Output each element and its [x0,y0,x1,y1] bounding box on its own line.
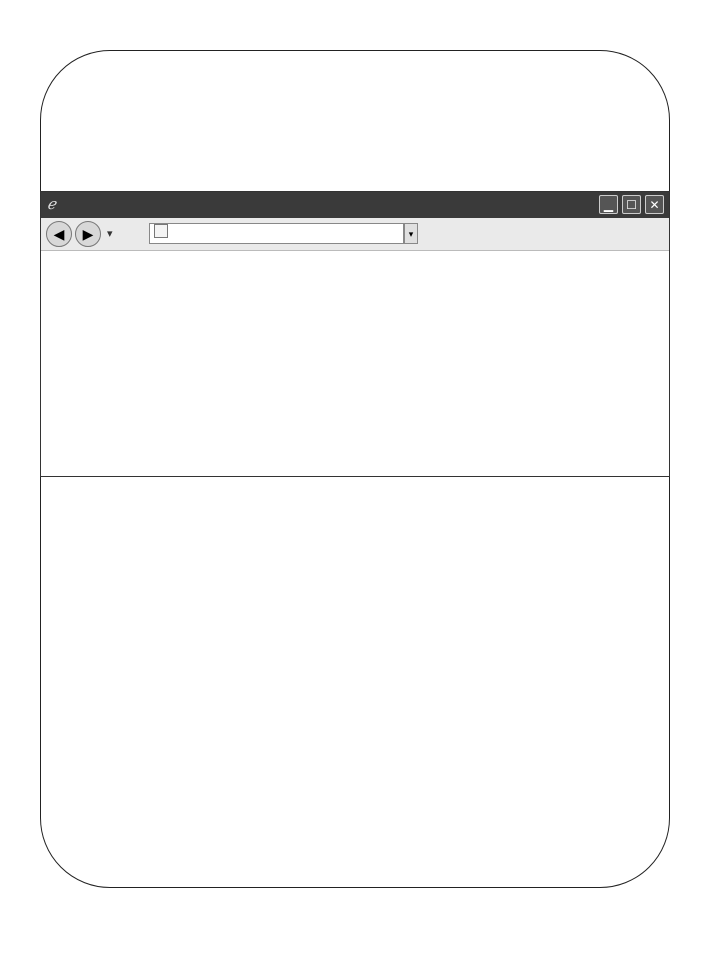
address-bar-row [41,218,669,251]
history-dropdown-icon[interactable]: ▾ [107,228,113,240]
forward-button[interactable]: ▶ [75,221,101,247]
window-titlebar [41,192,669,218]
ie-logo-icon: ℯ [47,196,56,213]
address-dropdown-button[interactable]: ▾ [404,223,418,244]
browser-window-initial [40,191,670,477]
address-field[interactable] [149,223,404,244]
minimize-button[interactable]: ▁ [599,195,618,214]
page-icon [154,224,168,238]
close-button[interactable]: ✕ [645,195,664,214]
back-button[interactable]: ◀ [46,221,72,247]
maximize-button[interactable]: ☐ [622,195,641,214]
